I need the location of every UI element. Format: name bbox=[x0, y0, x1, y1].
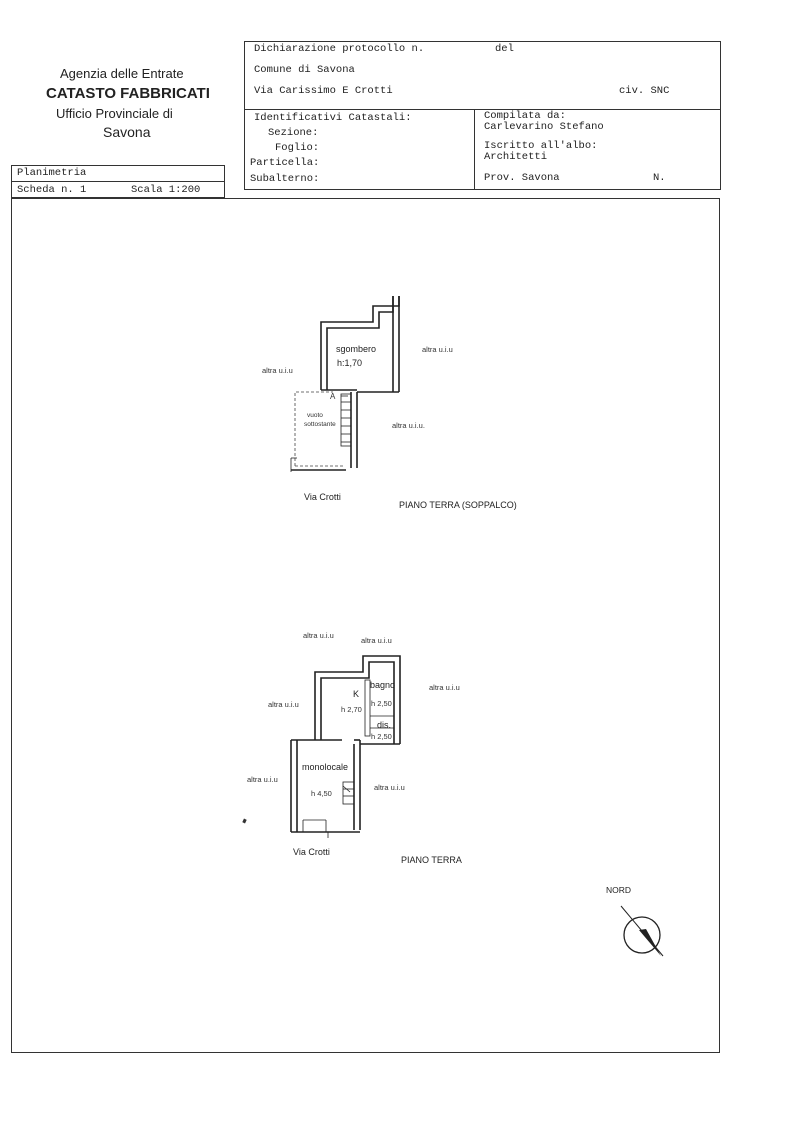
altra-top-mid-lower: altra u.i.u bbox=[361, 636, 392, 645]
agency-name: Agenzia delle Entrate bbox=[60, 66, 184, 81]
altra-right-lower-lower: altra u.i.u bbox=[374, 783, 405, 792]
comune-label: Comune di Savona bbox=[254, 64, 355, 76]
altra-left-upper-lower: altra u.i.u bbox=[268, 700, 299, 709]
sgombero-height: h:1,70 bbox=[337, 358, 363, 368]
sezione-label: Sezione: bbox=[268, 127, 319, 139]
dis-label: dis. bbox=[377, 720, 392, 730]
subalterno-label: Subalterno: bbox=[250, 173, 320, 185]
altra-right-top-upper: altra u.i.u bbox=[422, 345, 453, 354]
dis-height: h 2,50 bbox=[371, 732, 392, 741]
compilata-name: Carlevarino Stefano bbox=[484, 121, 604, 133]
scheda-label: Scheda n. 1 bbox=[17, 184, 87, 196]
altra-top-left-lower: altra u.i.u bbox=[303, 631, 334, 640]
prov-label: Prov. Savona bbox=[484, 172, 560, 184]
foglio-label: Foglio: bbox=[275, 142, 320, 154]
monolocale-height: h 4,50 bbox=[311, 789, 332, 798]
vuoto-label: vuoto bbox=[307, 412, 323, 419]
stair-a-label: A bbox=[330, 392, 336, 401]
compass-label: NORD bbox=[606, 885, 632, 895]
street-upper: Via Crotti bbox=[304, 492, 341, 502]
north-arrow-icon bbox=[615, 900, 685, 970]
albo-value: Architetti bbox=[484, 151, 548, 163]
scala-label: Scala 1:200 bbox=[131, 184, 201, 196]
albo-label: Iscritto all'albo: bbox=[484, 140, 598, 152]
catasto-title: CATASTO FABBRICATI bbox=[46, 85, 210, 102]
identificativi-title: Identificativi Catastali: bbox=[254, 112, 412, 124]
via-label: Via Carissimo E Crotti bbox=[254, 85, 393, 97]
kitchen-label: K bbox=[353, 689, 360, 699]
particella-label: Particella: bbox=[250, 157, 320, 169]
street-lower: Via Crotti bbox=[293, 847, 330, 857]
ufficio-city: Savona bbox=[103, 124, 151, 140]
kitchen-height: h 2,70 bbox=[341, 705, 362, 714]
altra-right-upper-lower: altra u.i.u bbox=[429, 683, 460, 692]
compilata-label: Compilata da: bbox=[484, 110, 566, 122]
sgombero-label: sgombero bbox=[336, 344, 377, 354]
altra-left-upper: altra u.i.u bbox=[262, 366, 293, 375]
altra-left-lower-lower: altra u.i.u bbox=[247, 775, 278, 784]
civ-label: civ. SNC bbox=[619, 85, 670, 97]
n-label: N. bbox=[653, 172, 666, 184]
declaration-label: Dichiarazione protocollo n. bbox=[254, 43, 425, 55]
planimetria-title: Planimetria bbox=[17, 167, 87, 179]
bagno-height: h 2,50 bbox=[371, 699, 392, 708]
monolocale-label: monolocale bbox=[302, 762, 349, 772]
altra-right-upper: altra u.i.u. bbox=[392, 421, 425, 430]
declaration-del: del bbox=[495, 43, 514, 55]
sottostante-label: sottostante bbox=[304, 421, 336, 428]
bagno-label: bagno bbox=[370, 680, 396, 690]
ufficio-label: Ufficio Provinciale di bbox=[56, 106, 173, 121]
caption-upper: PIANO TERRA (SOPPALCO) bbox=[399, 500, 517, 510]
caption-lower: PIANO TERRA bbox=[401, 855, 462, 865]
